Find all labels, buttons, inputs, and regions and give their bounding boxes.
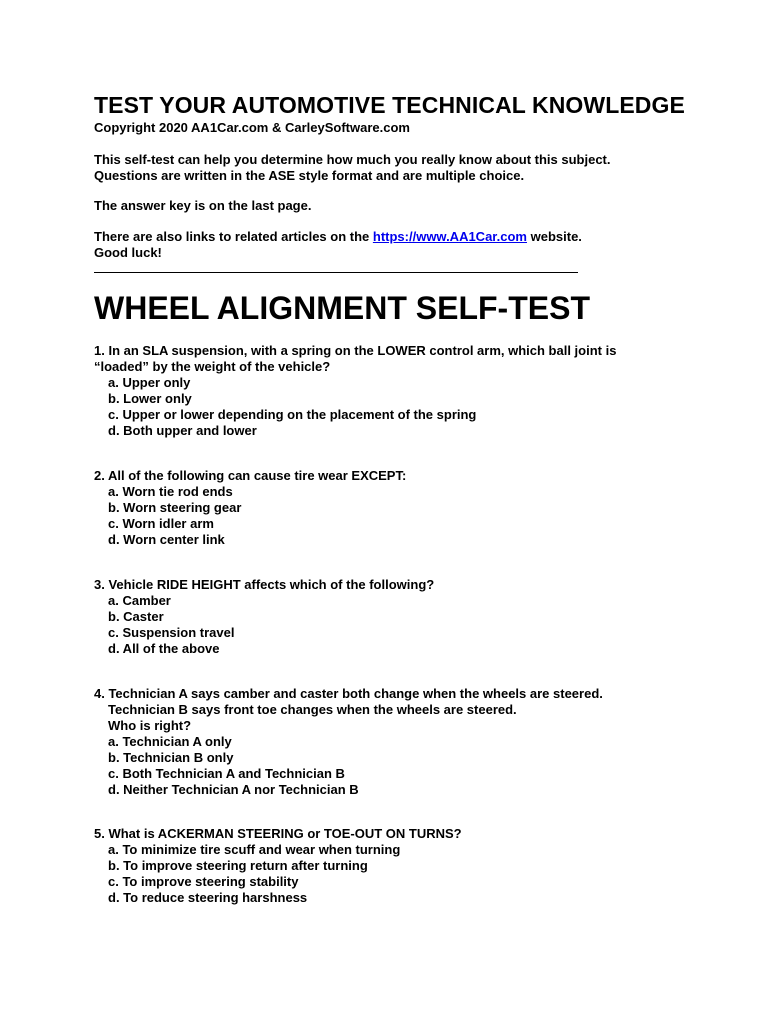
option-a: a. To minimize tire scuff and wear when turning [108,842,401,857]
question-1 [94,343,616,439]
links-paragraph [94,229,582,261]
option-b: b. Lower only [108,391,192,406]
option-a: a. Camber [108,593,171,608]
document-title: TEST YOUR AUTOMOTIVE TECHNICAL KNOWLEDGE [94,92,685,118]
option-c: c. Upper or lower depending on the placement of the spring [108,407,477,422]
option-a: a. Technician A only [108,734,232,749]
option-b: b. Worn steering gear [108,500,242,515]
option-a: a. Upper only [108,375,191,390]
links-suffix: website. [527,229,582,244]
option-b: b. To improve steering return after turning [108,858,368,873]
options-list [94,842,462,906]
question-text: “loaded” by the weight of the vehicle? [94,359,331,374]
aa1car-link[interactable]: https://www.AA1Car.com [372,229,527,244]
option-d: d. To reduce steering harshness [108,890,308,905]
question-5 [94,826,462,906]
option-c: c. Both Technician A and Technician B [108,766,345,781]
option-d: d. Both upper and lower [108,423,257,438]
question-3 [94,577,434,657]
question-text: Who is right? [108,718,192,733]
question-text: Technician B says front toe changes when the wheels are steered. [108,702,517,717]
question-text: 5. What is ACKERMAN STEERING or TOE-OUT ON TURNS? [94,826,462,841]
question-text: 1. In an SLA suspension, with a spring on the LOWER control arm, which ball joint is [94,343,617,358]
intro-line: This self-test can help you determine how much you really know about this subject. [94,152,611,167]
option-a: a. Worn tie rod ends [108,484,233,499]
divider-rule [94,272,578,273]
section-title: WHEEL ALIGNMENT SELF-TEST [94,290,590,326]
options-list [94,375,616,439]
question-4 [94,686,603,798]
question-2 [94,468,406,548]
option-c: c. To improve steering stability [108,874,299,889]
links-prefix: There are also links to related articles on the [94,229,373,244]
option-b: b. Caster [108,609,164,624]
options-list [94,484,406,548]
good-luck-text: Good luck! [94,245,162,260]
option-d: d. Neither Technician A nor Technician B [108,782,359,797]
question-text: 4. Technician A says camber and caster both change when the wheels are steered. [94,686,603,701]
options-list [94,734,603,798]
option-c: c. Worn idler arm [108,516,214,531]
option-b: b. Technician B only [108,750,234,765]
option-c: c. Suspension travel [108,625,235,640]
intro-line: Questions are written in the ASE style format and are multiple choice. [94,168,525,183]
question-text: 3. Vehicle RIDE HEIGHT affects which of the following? [94,577,435,592]
answer-key-note: The answer key is on the last page. [94,198,312,213]
options-list [94,593,434,657]
intro-paragraph [94,152,610,184]
question-text: 2. All of the following can cause tire wear EXCEPT: [94,468,407,483]
copyright-line: Copyright 2020 AA1Car.com & CarleySoftware.com [94,120,410,135]
option-d: d. All of the above [108,641,220,656]
option-d: d. Worn center link [108,532,225,547]
